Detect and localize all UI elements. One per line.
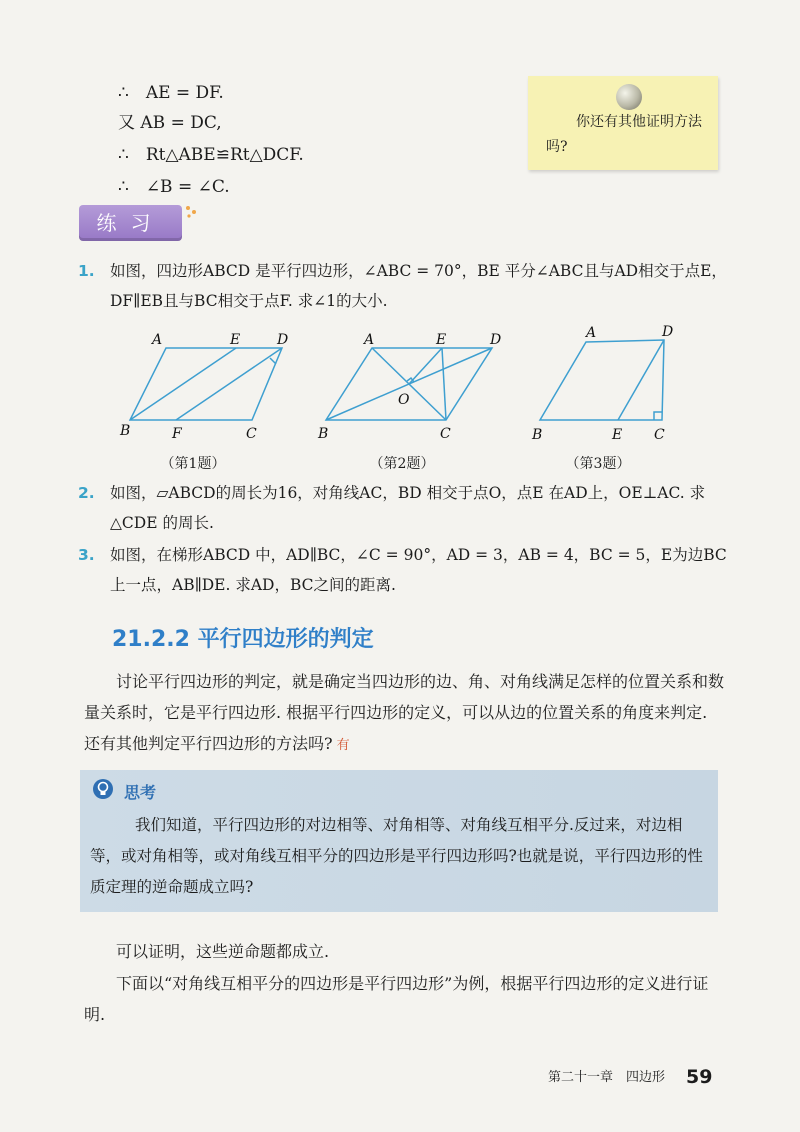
problem-2-text: 如图，▱ABCD的周长为16，对角线AC，BD 相交于点O，点E 在AD上，OE⊥AC. 求△CDE 的周长. (110, 484, 706, 532)
proof-line-2: 又 AB = DC, (118, 113, 222, 133)
figure-3-trapezoid (540, 340, 664, 420)
figure-3-label-B: B (532, 427, 543, 443)
chapter-footer: 第二十一章 四边形 (548, 1070, 666, 1085)
problem-3-number: 3. (78, 546, 95, 564)
figure-2-segment-OE (409, 348, 442, 384)
figure-1-angle-mark (270, 358, 276, 364)
figure-2-label-B: B (318, 426, 329, 442)
problem-2 (78, 478, 738, 538)
figure-1-label-B: B (120, 423, 131, 439)
handwritten-note: 有 (336, 738, 350, 753)
figure-3 (528, 322, 688, 446)
proof-line-4: ∴ ∠B = ∠C. (118, 177, 230, 197)
figure-1-caption: （第1题） (160, 456, 226, 472)
section-title: 21.2.2 平行四边形的判定 (112, 627, 374, 652)
problem-3 (78, 540, 738, 600)
figure-2-caption: （第2题） (369, 456, 435, 472)
figure-2-label-A: A (364, 332, 375, 348)
proof-line-1: ∴ AE = DF. (118, 83, 224, 103)
lightbulb-icon (92, 778, 114, 800)
intro-text: 讨论平行四边形的判定，就是确定当四边形的边、角、对角线满足怎样的位置关系和数量关系时，它是平行四边形. 根据平行四边形的定义，可以从边的位置关系的角度来判定. 还有其他判定平行四边形的方法吗? (84, 672, 725, 753)
think-label: 思考 (124, 783, 157, 802)
figure-1-parallelogram (130, 348, 282, 420)
sticky-note (528, 76, 718, 170)
proof-line-3: ∴ Rt△ABE≌Rt△DCF. (118, 145, 304, 165)
figure-1-segment-DF (176, 348, 282, 420)
figure-2-segment-CE (442, 348, 446, 420)
conclusion-line-1: 可以证明，这些逆命题都成立. (116, 942, 330, 961)
figure-3-label-A: A (586, 325, 597, 341)
figure-3-label-C: C (654, 427, 665, 443)
figure-1-label-A: A (152, 332, 163, 348)
conclusion-line-2 (84, 968, 724, 1030)
dots-icon (185, 205, 199, 219)
figure-3-label-D: D (662, 324, 674, 340)
figure-3-segment-DE (618, 340, 664, 420)
figure-3-caption: （第3题） (565, 456, 631, 472)
figure-1-label-E: E (230, 332, 241, 348)
intro-paragraph (84, 666, 724, 761)
figure-2-label-C: C (440, 426, 451, 442)
page-number: 59 (686, 1066, 713, 1088)
figure-2-label-O: O (398, 392, 410, 408)
think-text: 我们知道，平行四边形的对边相等、对角相等、对角线互相平分.反过来，对边相等，或对角相等，或对角线互相平分的四边形是平行四边形吗?也就是说，平行四边形的性质定理的逆命题成立吗? (90, 816, 703, 896)
figure-2 (312, 328, 512, 446)
problem-1 (78, 256, 738, 316)
practice-label: 练习 (79, 205, 182, 241)
figure-2-label-E: E (436, 332, 447, 348)
figure-3-label-E: E (612, 427, 623, 443)
think-box (80, 770, 718, 912)
problem-1-text: 如图，四边形ABCD 是平行四边形，∠ABC = 70°，BE 平分∠ABC且与AD相交于点E，DF∥EB且与BC相交于点F. 求∠1的大小. (110, 262, 727, 310)
figure-1-label-C: C (246, 426, 257, 442)
figure-1-segment-BE (130, 348, 236, 420)
problem-1-number: 1. (78, 262, 95, 280)
problem-3-text: 如图，在梯形ABCD 中，AD∥BC，∠C = 90°，AD = 3，AB = 4，BC = 5，E为边BC上一点，AB∥DE. 求AD，BC之间的距离. (110, 546, 727, 594)
figure-2-label-D: D (490, 332, 502, 348)
figure-1-label-D: D (277, 332, 289, 348)
conclusion-text: 下面以“对角线互相平分的四边形是平行四边形”为例，根据平行四边形的定义进行证明. (84, 974, 709, 1024)
figure-3-right-angle-mark (654, 412, 662, 420)
problem-2-number: 2. (78, 484, 95, 502)
figure-1-label-F: F (172, 426, 182, 442)
figure-1 (110, 328, 300, 446)
sticky-note-text: 你还有其他证明方法吗? (546, 114, 702, 155)
pushpin-icon (616, 84, 642, 110)
